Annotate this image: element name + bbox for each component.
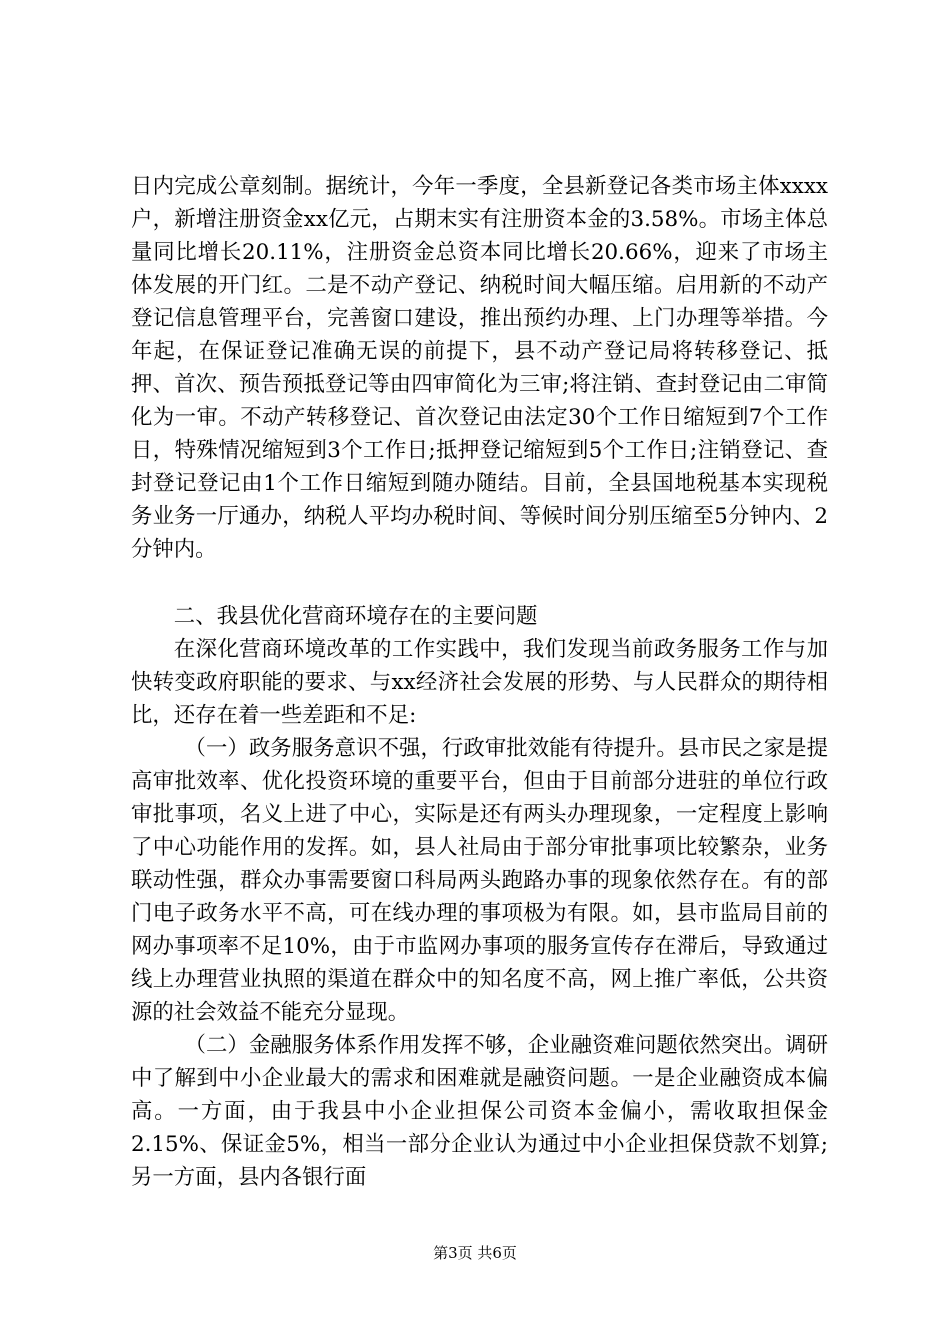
section-heading: 二、我县优化营商环境存在的主要问题 — [173, 604, 538, 629]
document-body-bottom — [131, 600, 828, 1194]
intro-paragraph: 在深化营商环境改革的工作实践中，我们发现当前政务服务工作与加快转变政府职能的要求、与xx经济社会发展的形势、与人民群众的期待相比，还存在着一些差距和不足: — [131, 637, 828, 728]
document-body-top — [131, 170, 828, 566]
point-1-paragraph: （一）政务服务意识不强，行政审批效能有待提升。县市民之家是提高审批效率、优化投资环境的重要平台，但由于目前部分进驻的单位行政审批事项，名义上进了中心，实际是还有两头办理现象，一定程度上影响了中心功能作用的发挥。如，县人社局由于部分审批事项比较繁杂，业务联动性强，群众办事需要窗口科局两头跑路办事的现象依然存在。有的部门电子政务水平不高，可在线办理的事项极为有限。如，县市监局目前的网办事项率不足10%，由于市监网办事项的服务宣传存在滞后，导致通过线上办理营业执照的渠道在群众中的知名度不高，网上推广率低，公共资源的社会效益不能充分显现。 — [131, 736, 828, 1025]
continuation-paragraph: 日内完成公章刻制。据统计，今年一季度，全县新登记各类市场主体xxxx户，新增注册资金xx亿元，占期末实有注册资本金的3.58%。市场主体总量同比增长20.11%，注册资金总资本同比增长20.66%，迎来了市场主体发展的开门红。二是不动产登记、纳税时间大幅压缩。启用新的不动产登记信息管理平台，完善窗口建设，推出预约办理、上门办理等举措。今年起，在保证登记准确无误的前提下，县不动产登记局将转移登记、抵押、首次、预告预抵登记等由四审简化为三审;将注销、查封登记由二审简化为一审。不动产转移登记、首次登记由法定30个工作日缩短到7个工作日，特殊情况缩短到3个工作日;抵押登记缩短到5个工作日;注销登记、查封登记登记由1个工作日缩短到随办随结。目前，全县国地税基本实现税务业务一厅通办，纳税人平均办税时间、等候时间分别压缩至5分钟内、2分钟内。 — [131, 174, 828, 562]
page-indicator: 第3页 共6页 — [433, 1244, 517, 1262]
point-2-paragraph: （二）金融服务体系作用发挥不够，企业融资难问题依然突出。调研中了解到中小企业最大的需求和困难就是融资问题。一是企业融资成本偏高。一方面，由于我县中小企业担保公司资本金偏小，需收取担保金2.15%、保证金5%，相当一部分企业认为通过中小企业担保贷款不划算;另一方面，县内各银行面 — [131, 1033, 828, 1190]
page-footer — [0, 1243, 950, 1263]
